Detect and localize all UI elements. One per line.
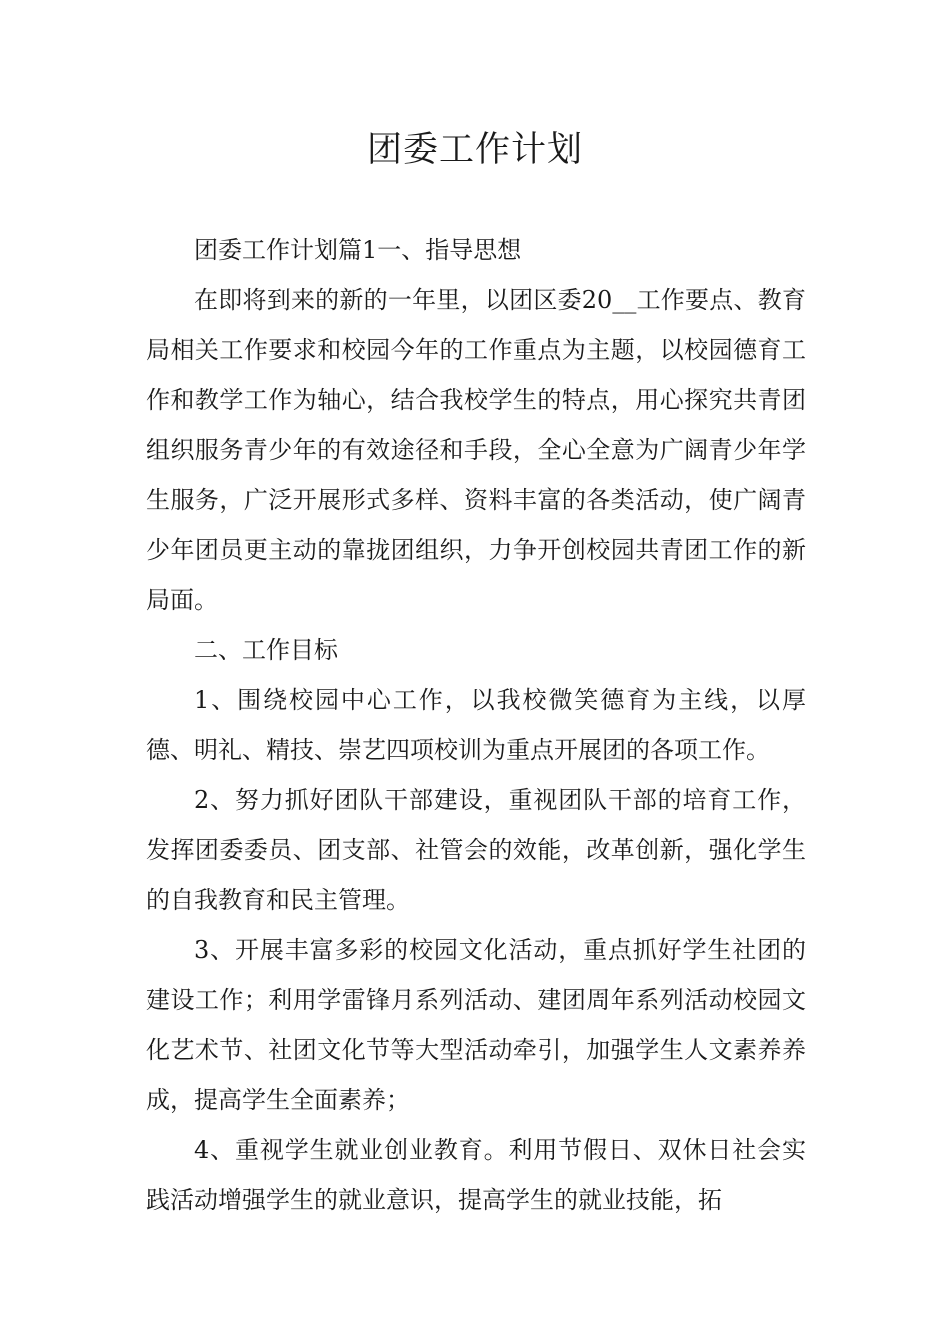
paragraph-goal-1: 1、围绕校园中心工作，以我校微笑德育为主线，以厚德、明礼、精技、崇艺四项校训为重点开展团的各项工作。	[146, 686, 806, 764]
paragraph-guiding-thought: 在即将到来的新的一年里，以团区委20__工作要点、教育局相关工作要求和校园今年的工作重点为主题，以校园德育工作和教学工作为轴心，结合我校学生的特点，用心探究共青团组织服务青少年的有效途径和手段，全心全意为广阔青少年学生服务，广泛开展形式多样、资料丰富的各类活动，使广阔青少年团员更主动的靠拢团组织，力争开创校园共青团工作的新局面。	[146, 286, 806, 614]
paragraph-goal-4: 4、重视学生就业创业教育。利用节假日、双休日社会实践活动增强学生的就业意识，提高学生的就业技能，拓	[146, 1136, 806, 1214]
document-body	[146, 225, 806, 1225]
paragraph-goal-2: 2、努力抓好团队干部建设，重视团队干部的培育工作，发挥团委委员、团支部、社管会的效能，改革创新，强化学生的自我教育和民主管理。	[146, 786, 806, 914]
paragraph-goal-3: 3、开展丰富多彩的校园文化活动，重点抓好学生社团的建设工作；利用学雷锋月系列活动、建团周年系列活动校园文化艺术节、社团文化节等大型活动牵引，加强学生人文素养养成，提高学生全面素养；	[146, 936, 806, 1114]
paragraph-goals-heading: 二、工作目标	[194, 636, 338, 664]
paragraph-section-heading: 团委工作计划篇1一、指导思想	[194, 236, 522, 264]
document-title: 团委工作计划	[366, 130, 583, 170]
